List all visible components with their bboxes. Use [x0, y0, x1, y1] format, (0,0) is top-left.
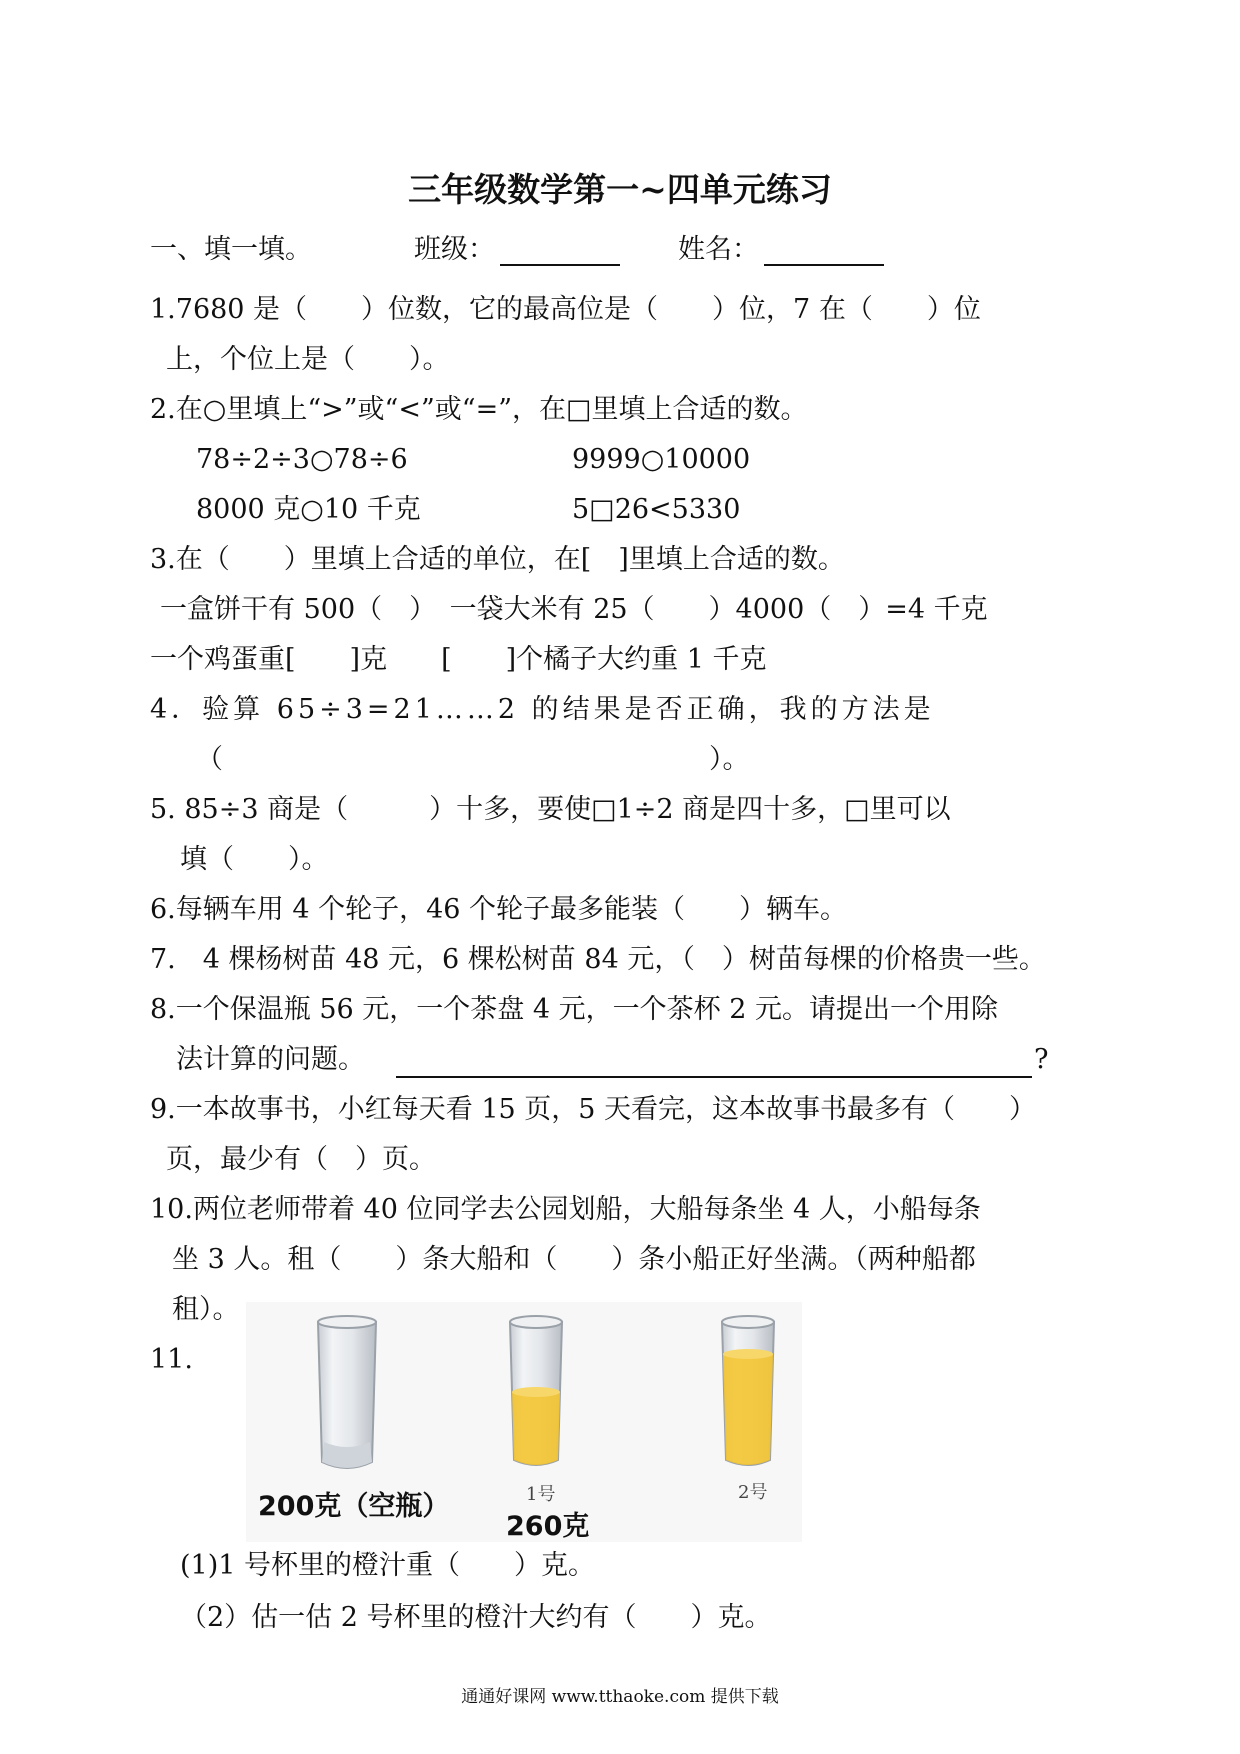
question-9: 9.一本故事书，小红每天看 15 页，5 天看完，这本故事书最多有（ ） — [150, 1094, 1037, 1125]
question-4: 4．验算 65÷3=21……2 的结果是否正确，我的方法是 — [150, 694, 935, 725]
question-8: 8.一个保温瓶 56 元，一个茶盘 4 元，一个茶杯 2 元。请提出一个用除 — [150, 994, 998, 1025]
question-2-item: 9999○10000 — [572, 444, 751, 475]
question-2-item: 5□26<5330 — [572, 494, 741, 525]
section-heading: 一、填一填。 — [150, 234, 312, 265]
question-3: 3.在（ ）里填上合适的单位，在[ ]里填上合适的数。 — [150, 544, 845, 575]
cup-2-label: 2号 — [738, 1482, 768, 1503]
question-8-answer-line[interactable] — [396, 1050, 1032, 1078]
question-6: 6.每辆车用 4 个轮子，46 个轮子最多能装（ ）辆车。 — [150, 894, 848, 925]
juice-glasses-figure — [246, 1302, 802, 1542]
page-title: 三年级数学第一~四单元练习 — [408, 170, 832, 209]
cup-1-label: 1号 — [526, 1484, 556, 1505]
cup-2-icon — [722, 1316, 774, 1465]
question-1-cont: 上，个位上是（ ）。 — [166, 344, 450, 375]
name-label: 姓名： — [678, 234, 759, 265]
question-4-answer: （ ）。 — [196, 744, 750, 775]
empty-glass-icon — [318, 1316, 376, 1468]
question-mark: ? — [1034, 1044, 1049, 1075]
question-11: 11. — [150, 1344, 193, 1375]
class-label: 班级： — [414, 234, 495, 265]
question-5-cont: 填（ ）。 — [180, 844, 329, 875]
question-11-part-1: (1)1 号杯里的橙汁重（ ）克。 — [180, 1550, 596, 1581]
question-10: 10.两位老师带着 40 位同学去公园划船，大船每条坐 4 人，小船每条 — [150, 1194, 981, 1225]
question-10-cont: 租）。 — [172, 1294, 240, 1325]
question-8-cont: 法计算的问题。 — [176, 1044, 365, 1075]
class-field[interactable] — [500, 238, 620, 266]
question-11-part-2: （2）估一估 2 号杯里的橙汁大约有（ ）克。 — [180, 1602, 772, 1633]
question-2: 2.在○里填上“>”或“<”或“=”，在□里填上合适的数。 — [150, 394, 808, 425]
footer-credit: 通通好课网 www.tthaoke.com 提供下载 — [461, 1687, 779, 1707]
question-9-cont: 页，最少有（ ）页。 — [166, 1144, 436, 1175]
question-3-row: 一个鸡蛋重[ ]克 [ ]个橘子大约重 1 千克 — [150, 644, 767, 675]
question-1: 1.7680 是（ ）位数，它的最高位是（ ）位，7 在（ ）位 — [150, 294, 981, 325]
question-3-row: 一盒饼干有 500（ ） 一袋大米有 25（ ）4000（ ）=4 千克 — [160, 594, 988, 625]
question-10-cont: 坐 3 人。租（ ）条大船和（ ）条小船正好坐满。（两种船都 — [172, 1244, 976, 1275]
question-7: 7. 4 棵杨树苗 48 元，6 棵松树苗 84 元，（ ）树苗每棵的价格贵一些。 — [150, 944, 1046, 975]
question-2-item: 8000 克○10 千克 — [196, 494, 421, 525]
question-2-item: 78÷2÷3○78÷6 — [196, 444, 408, 475]
name-field[interactable] — [764, 238, 884, 266]
cup-1-caption: 260克 — [506, 1511, 590, 1542]
cup-1-icon — [510, 1316, 562, 1465]
empty-glass-caption: 200克（空瓶） — [258, 1491, 450, 1522]
question-5: 5. 85÷3 商是（ ）十多，要使□1÷2 商是四十多，□里可以 — [150, 794, 951, 825]
